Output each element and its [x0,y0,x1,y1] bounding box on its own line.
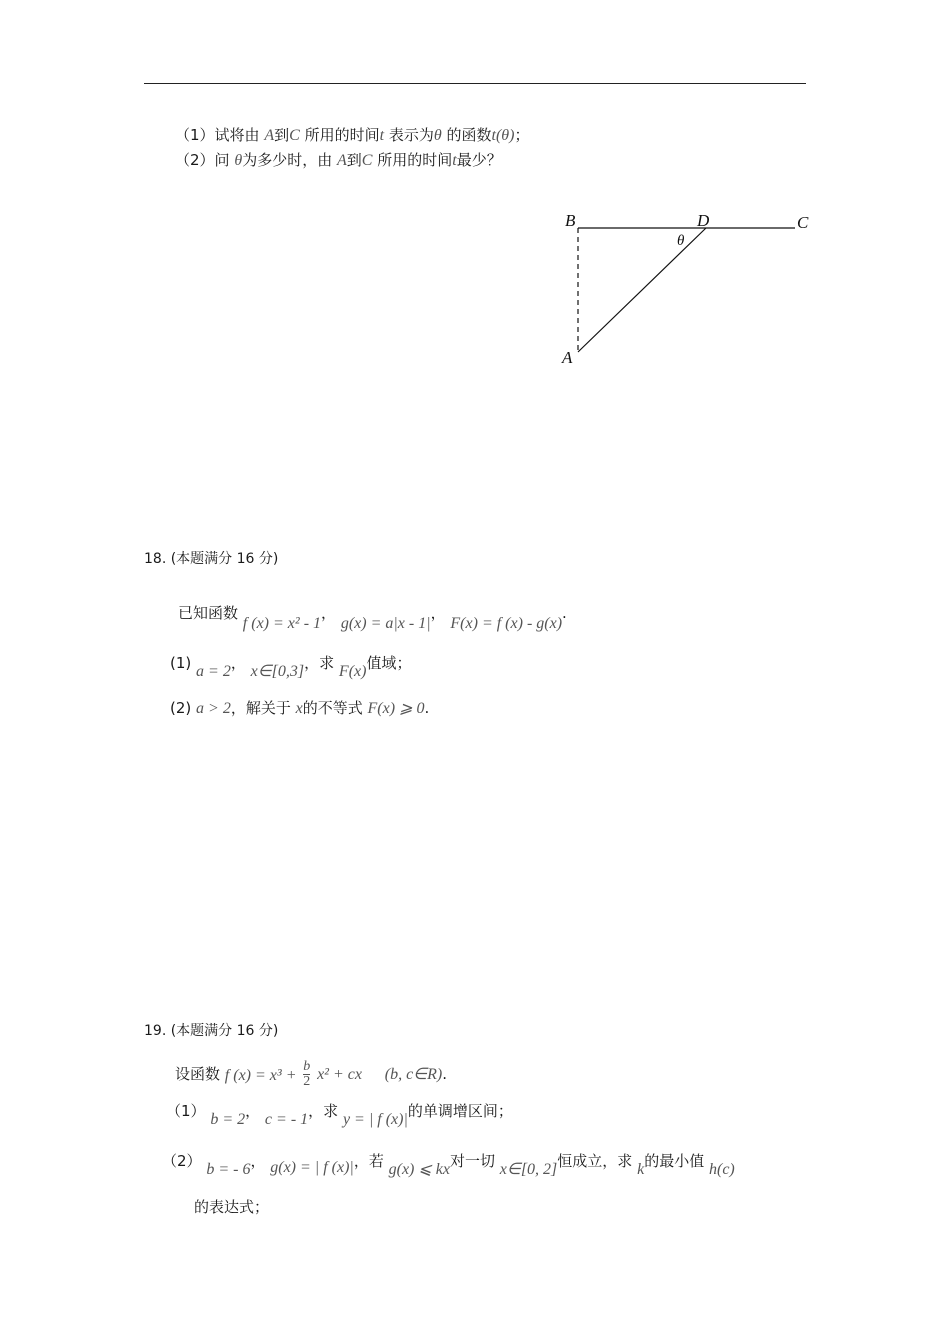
label-b: B [565,211,576,230]
q18-heading: 18. (本题满分 16 分) [144,551,279,567]
q19-intro: 设函数 f (x) = x³ + $\frac{b}{2}$ x² + cx (b, c∈R). [175,1059,447,1089]
geometry-figure [550,200,820,375]
q18-part1: (1) a = 2， x∈[0,3]，求 F(x)值域； [170,654,412,680]
header-rule [144,83,806,84]
q18-intro: 已知函数 f (x) = x² - 1， g(x) = a|x - 1|， F(x) = f (x) - g(x). [178,604,567,632]
q17-part2: （2）问 θ为多少时，由 A到C 所用的时间t最少？ [175,151,502,169]
q17-part1: （1）试将由 A到C 所用的时间t 表示为θ 的函数t(θ)； [175,126,530,144]
label-theta: θ [677,233,685,249]
label-d: D [697,211,710,230]
line-ad [578,228,706,352]
fraction-b-over-2: $\frac{b}{2}$ [303,1059,311,1089]
label-a: A [562,348,573,367]
label-c: C [797,213,809,232]
q19-part2: （2） b = - 6， g(x) = | f (x)|，若 g(x) ⩽ kx对一切 x∈[0, 2]恒成立，求 k的最小值 h(c) [162,1152,735,1178]
q19-heading: 19. (本题满分 16 分) [144,1023,279,1039]
q19-part2-cont: 的表达式； [194,1198,270,1216]
q18-part2: (2) a > 2，解关于 x的不等式 F(x) ⩾ 0. [170,699,430,717]
q19-part1: （1） b = 2， c = - 1，求 y = | f (x)|的单调增区间； [166,1102,513,1128]
